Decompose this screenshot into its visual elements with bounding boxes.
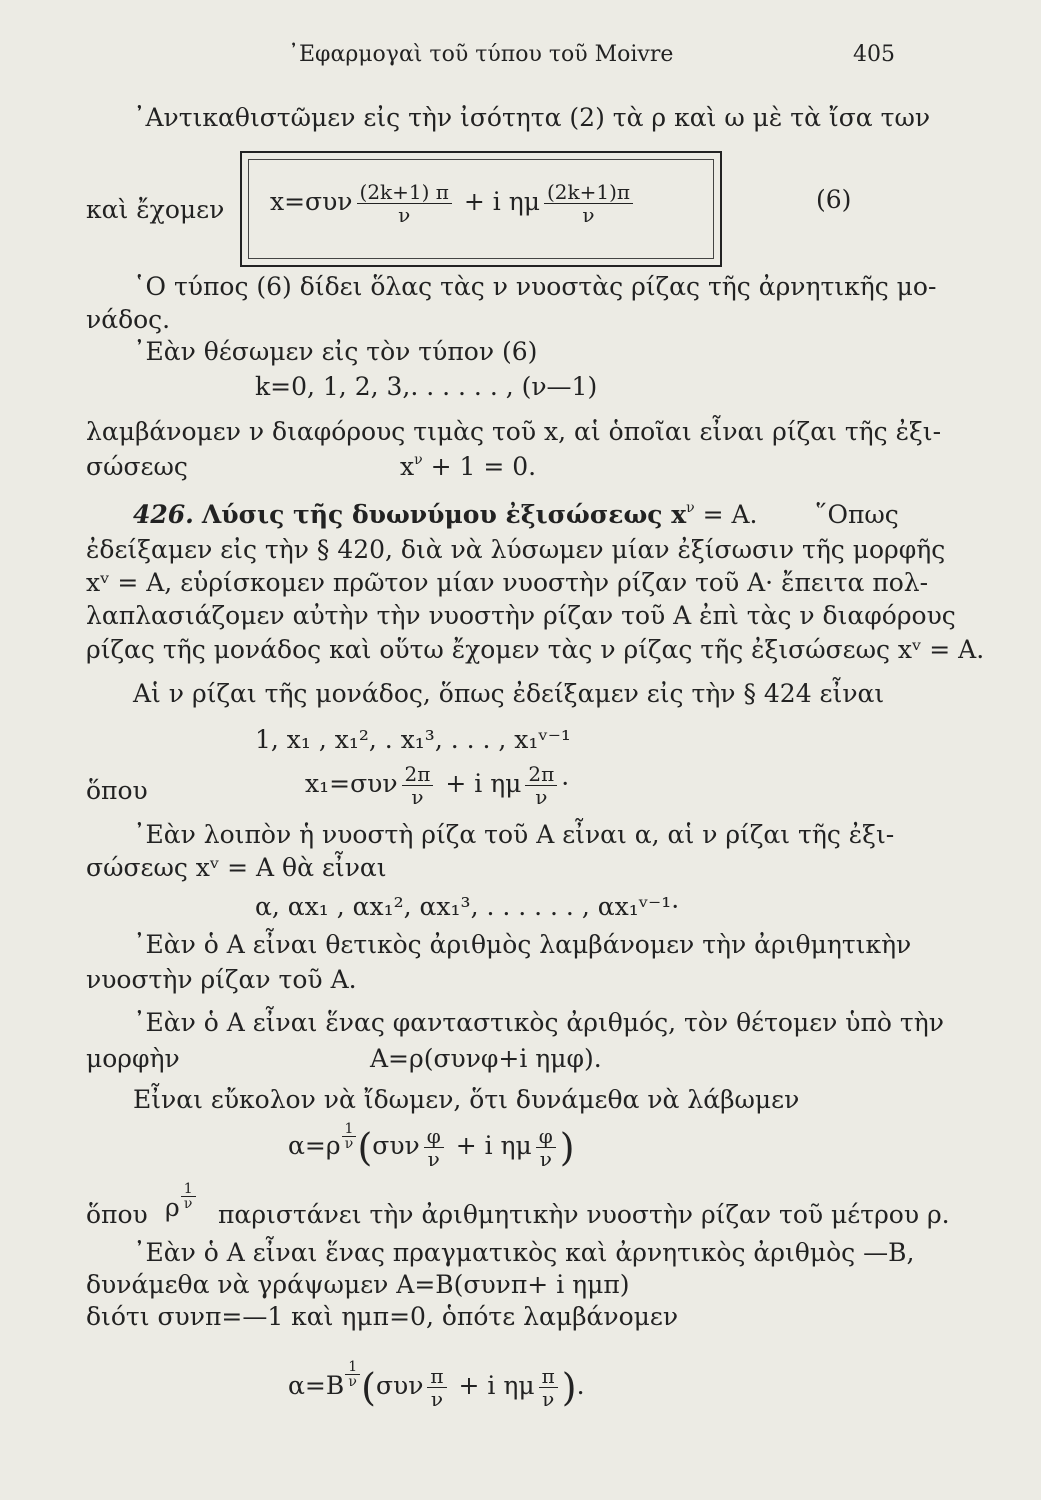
- denominator: ν: [430, 1387, 444, 1411]
- text-line: ὅπου: [86, 776, 148, 805]
- text-line: μορφὴν: [86, 1044, 180, 1073]
- superscript: ν: [686, 500, 695, 516]
- eq-text: α=B: [288, 1371, 345, 1400]
- text-line: δυνάμεθα νὰ γράψωμεν A=B(συνπ+ i ημπ): [86, 1270, 630, 1299]
- text-line: α, αx₁ , αx₁², αx₁³, . . . . . . , αx₁ᵛ⁻¹·: [255, 892, 680, 921]
- text-line: νάδος.: [86, 305, 171, 334]
- numerator: φ: [424, 1125, 444, 1148]
- denominator: ν: [344, 1136, 354, 1152]
- equation-label: (6): [816, 185, 852, 214]
- section-title: Λύσις τῆς δυωνύμου ἐξισώσεως x: [201, 500, 687, 529]
- numerator: 1: [181, 1182, 196, 1197]
- text-line: διότι συνπ=—1 καὶ ημπ=0, ὁπότε λαμβάνομεν: [86, 1302, 679, 1331]
- numerator: 1: [345, 1360, 360, 1375]
- text-line: 1, x₁ , x₁², . x₁³, . . . , x₁ᵛ⁻¹: [255, 725, 571, 754]
- text-line: ῞Οπως: [815, 500, 899, 529]
- text-line: ᾿Εὰν ὁ A εἶναι ἕνας φανταστικὸς ἀριθμός, τὸν θέτομεν ὑπὸ τὴν: [133, 1008, 944, 1037]
- text-line: καὶ ἔχομεν: [86, 195, 225, 224]
- page-number: 405: [853, 42, 895, 67]
- text-line: ᾿Εὰν ὁ A εἶναι ἕνας πραγματικὸς καὶ ἀρνητικὸς ἀριθμὸς —B,: [133, 1238, 915, 1267]
- text-line: ᾿Αντικαθιστῶμεν εἰς τὴν ἰσότητα (2) τὰ ρ καὶ ω μὲ τὰ ἴσα των: [133, 103, 931, 132]
- eq-text: + i ημ: [455, 1131, 532, 1160]
- text-line: ἐδείξαμεν εἰς τὴν § 420, διὰ νὰ λύσωμεν μίαν ἐξίσωσιν τῆς μορφῆς: [86, 535, 946, 564]
- text-line: ῾Ο τύπος (6) δίδει ὅλας τὰς ν νυοστὰς ρίζας τῆς ἀρνητικῆς μο-: [133, 272, 937, 301]
- denominator: ν: [427, 1147, 440, 1171]
- numerator: 1: [342, 1122, 357, 1137]
- text-line: ᾿Εὰν θέσωμεν εἰς τὸν τύπον (6): [133, 337, 538, 366]
- section-number: 426.: [133, 500, 194, 529]
- text-line: ᾿Εὰν λοιπὸν ἡ νυοστὴ ρίζα τοῦ A εἶναι α, αἱ ν ρίζαι τῆς ἐξι-: [133, 820, 895, 849]
- eq-text: x: [400, 452, 415, 481]
- equation-6: [270, 180, 637, 226]
- superscript: ν: [414, 452, 423, 468]
- numerator: 2π: [525, 763, 557, 786]
- numerator: (2k+1) π: [357, 181, 452, 204]
- fraction: [544, 181, 633, 226]
- fraction: [536, 1125, 556, 1170]
- equation: [288, 1360, 585, 1410]
- eq-text: x=συν: [270, 187, 353, 216]
- denominator: ν: [539, 1147, 552, 1171]
- text-line: ᾿Εὰν ὁ A εἶναι θετικὸς ἀριθμὸς λαμβάνομεν τὴν ἀριθμητικὴν: [133, 930, 912, 959]
- eq-text: α=ρ: [288, 1131, 341, 1160]
- eq-text: .: [576, 1371, 585, 1400]
- running-title: ᾿Εφαρμογαὶ τοῦ τύπου τοῦ Moivre: [288, 42, 674, 67]
- numerator: (2k+1)π: [544, 181, 633, 204]
- eq-text: ·: [561, 769, 570, 798]
- fraction: [525, 763, 557, 808]
- text-line: σώσεως xᵛ = A θὰ εἶναι: [86, 853, 387, 882]
- paren: (: [357, 1125, 373, 1170]
- fraction: [427, 1365, 446, 1410]
- eq-text: + i ημ: [445, 769, 522, 798]
- numerator: π: [539, 1365, 558, 1388]
- denominator: ν: [398, 203, 411, 227]
- denominator: ν: [535, 785, 548, 809]
- denominator: ν: [348, 1374, 357, 1390]
- fraction: [539, 1365, 558, 1410]
- fraction-exponent: [181, 1182, 196, 1211]
- fraction: [402, 763, 434, 808]
- fraction: [357, 181, 452, 226]
- section-heading: [133, 500, 757, 530]
- equation: [400, 452, 536, 482]
- denominator: ν: [582, 203, 595, 227]
- equation: [288, 1122, 575, 1170]
- eq-text: x₁=συν: [305, 769, 398, 798]
- numerator: φ: [536, 1125, 556, 1148]
- text-line: ὅπου: [86, 1200, 148, 1229]
- numerator: π: [427, 1365, 446, 1388]
- text-line: ρίζας τῆς μονάδος καὶ οὕτω ἔχομεν τὰς ν ρίζας τῆς ἐξισώσεως xᵛ = A.: [86, 635, 985, 664]
- equation: [305, 762, 569, 808]
- eq-text: + i ημ: [458, 1371, 535, 1400]
- equation: A=ρ(συνφ+i ημφ).: [370, 1044, 602, 1073]
- paren: ): [561, 1365, 577, 1410]
- section-title-end: = A.: [694, 500, 758, 529]
- denominator: ν: [542, 1387, 555, 1411]
- text-line: λαπλασιάζομεν αὐτὴν τὴν νυοστὴν ρίζαν τοῦ A ἐπὶ τὰς ν διαφόρους: [86, 601, 956, 630]
- text-line: Αἱ ν ρίζαι τῆς μονάδος, ὅπως ἐδείξαμεν εἰς τὴν § 424 εἶναι: [133, 679, 885, 708]
- paren: ): [559, 1125, 575, 1170]
- equation: [165, 1182, 197, 1230]
- denominator: ν: [411, 785, 424, 809]
- text-line: λαμβάνομεν ν διαφόρους τιμὰς τοῦ x, αἱ ὁποῖαι εἶναι ρίζαι τῆς ἐξι-: [86, 417, 942, 446]
- fraction: [424, 1125, 444, 1170]
- paren: (: [361, 1365, 376, 1410]
- eq-text: συν: [375, 1371, 424, 1400]
- fraction-exponent: [342, 1122, 357, 1151]
- text-line: νυοστὴν ρίζαν τοῦ A.: [86, 965, 357, 994]
- eq-text: ρ: [165, 1193, 180, 1222]
- eq-text: + 1 = 0.: [422, 452, 537, 481]
- text-line: σώσεως: [86, 452, 188, 481]
- eq-text: συν: [372, 1131, 420, 1160]
- text-line: παριστάνει τὴν ἀριθμητικὴν νυοστὴν ρίζαν τοῦ μέτρου ρ.: [218, 1200, 950, 1229]
- text-line: Εἶναι εὔκολον νὰ ἴδωμεν, ὅτι δυνάμεθα νὰ λάβωμεν: [133, 1085, 800, 1114]
- numerator: 2π: [402, 763, 434, 786]
- text-line: xᵛ = A, εὑρίσκομεν πρῶτον μίαν νυοστὴν ρίζαν τοῦ A· ἔπειτα πολ-: [86, 568, 929, 597]
- fraction-exponent: [345, 1360, 360, 1389]
- text-line: k=0, 1, 2, 3,. . . . . . , (ν—1): [255, 372, 598, 401]
- eq-text: + i ημ: [463, 187, 540, 216]
- denominator: ν: [183, 1196, 193, 1212]
